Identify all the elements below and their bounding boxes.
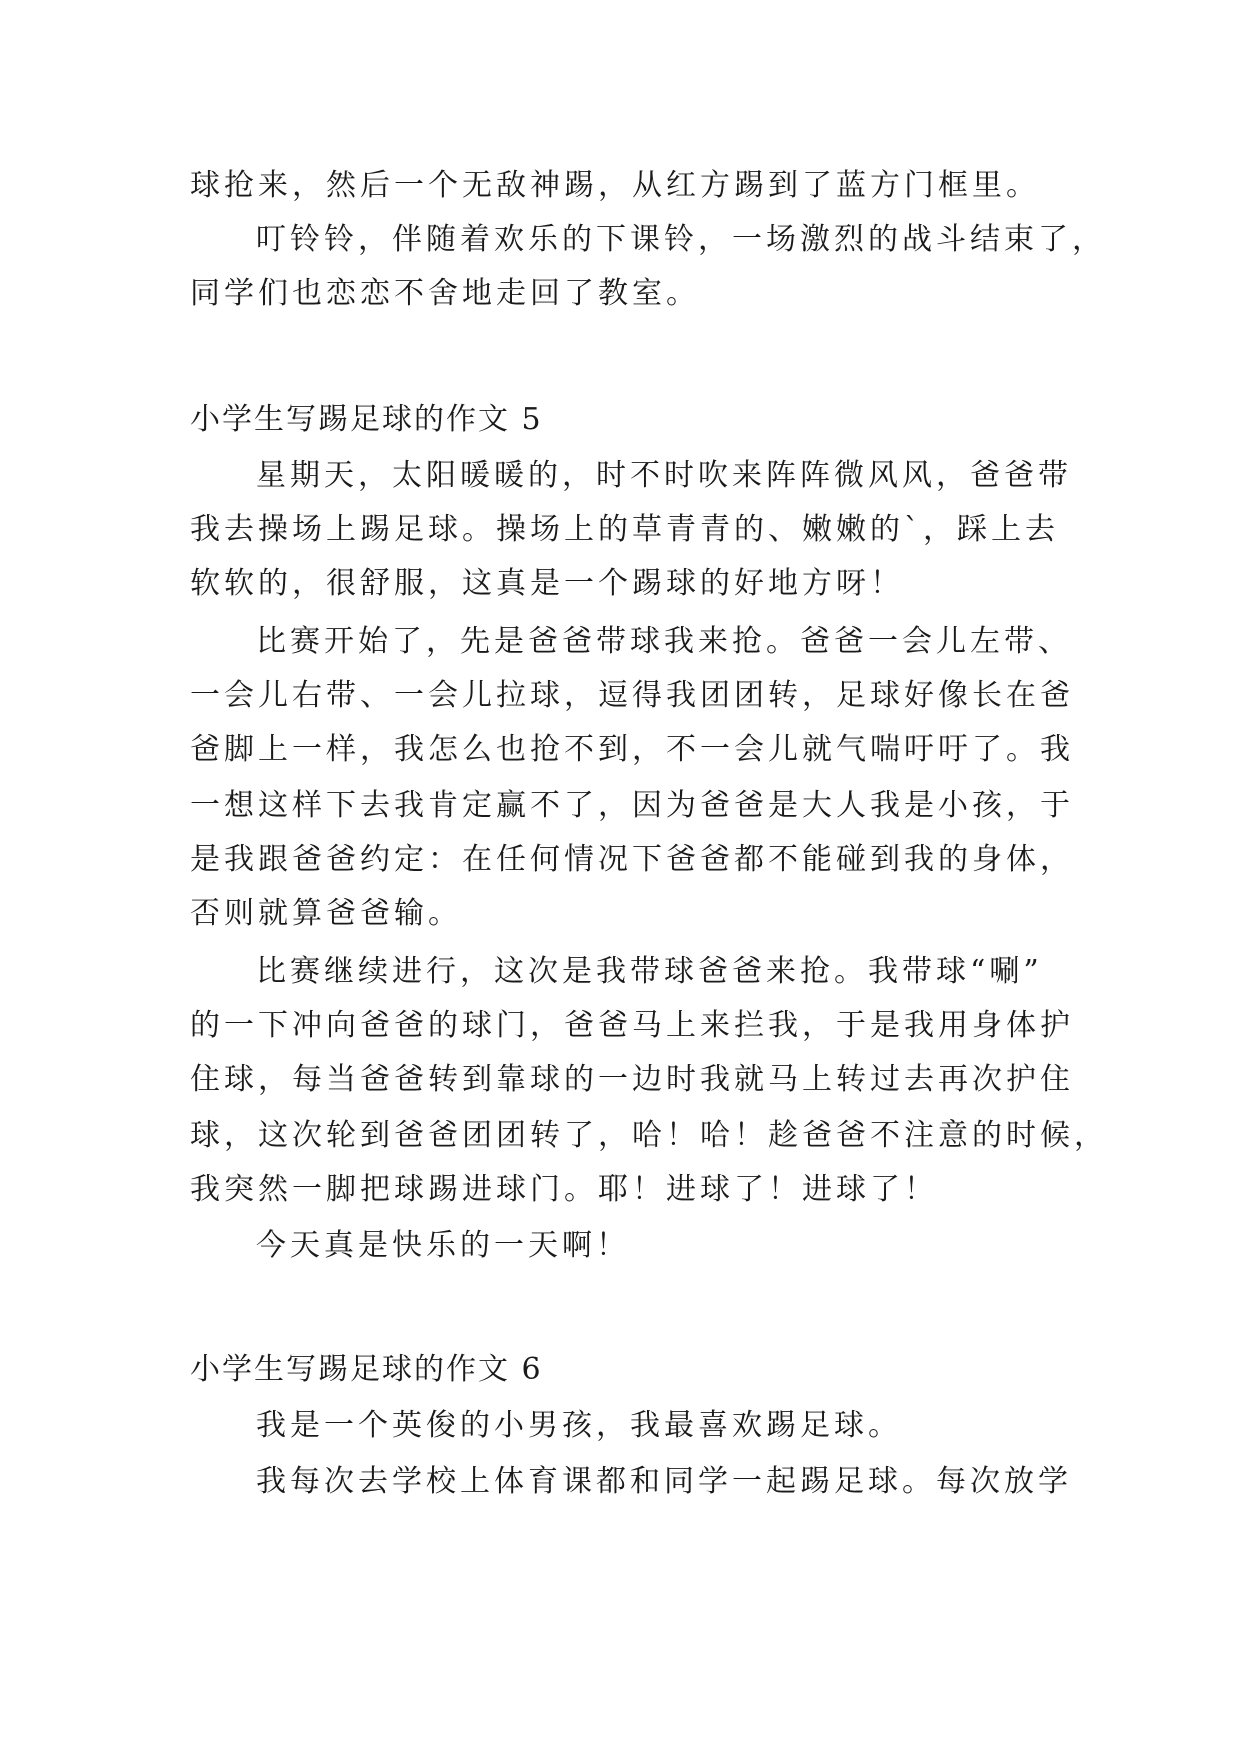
paragraph-line: 今天真是快乐的一天啊！ [256, 1228, 630, 1263]
section-heading: 小学生写踢足球的作文 5 [190, 402, 543, 437]
paragraph-line: 我去操场上踢足球。操场上的草青青的、嫩嫩的`，踩上去 [190, 512, 1059, 547]
paragraph-line: 否则就算爸爸输。 [190, 896, 462, 931]
paragraph-line: 一会儿右带、一会儿拉球，逗得我团团转，足球好像长在爸 [190, 678, 1074, 713]
paragraph-line: 比赛开始了，先是爸爸带球我来抢。爸爸一会儿左带、 [256, 624, 1072, 659]
section-heading: 小学生写踢足球的作文 6 [190, 1352, 543, 1387]
paragraph-line: 星期天，太阳暖暖的，时不时吹来阵阵微风风，爸爸带 [256, 458, 1072, 493]
paragraph-line: 住球，每当爸爸转到靠球的一边时我就马上转过去再次护住 [190, 1062, 1074, 1097]
paragraph-line: 我每次去学校上体育课都和同学一起踢足球。每次放学 [256, 1464, 1072, 1499]
paragraph-line: 叮铃铃，伴随着欢乐的下课铃，一场激烈的战斗结束了， [256, 222, 1106, 257]
paragraph-line: 球抢来，然后一个无敌神踢，从红方踢到了蓝方门框里。 [190, 168, 1040, 203]
paragraph-line: 比赛继续进行，这次是我带球爸爸来抢。我带球“唰” [256, 954, 1043, 989]
paragraph-line: 我突然一脚把球踢进球门。耶！进球了！进球了！ [190, 1172, 938, 1207]
paragraph-line: 同学们也恋恋不舍地走回了教室。 [190, 276, 700, 311]
paragraph-line: 爸脚上一样，我怎么也抢不到，不一会儿就气喘吁吁了。我 [190, 732, 1074, 767]
paragraph-line: 的一下冲向爸爸的球门，爸爸马上来拦我，于是我用身体护 [190, 1008, 1074, 1043]
paragraph-line: 是我跟爸爸约定：在任何情况下爸爸都不能碰到我的身体， [190, 842, 1074, 877]
paragraph-line: 一想这样下去我肯定赢不了，因为爸爸是大人我是小孩，于 [190, 788, 1074, 823]
paragraph-line: 我是一个英俊的小男孩，我最喜欢踢足球。 [256, 1408, 902, 1443]
paragraph-line: 球，这次轮到爸爸团团转了，哈！哈！趁爸爸不注意的时候， [190, 1118, 1108, 1153]
paragraph-line: 软软的，很舒服，这真是一个踢球的好地方呀！ [190, 566, 904, 601]
